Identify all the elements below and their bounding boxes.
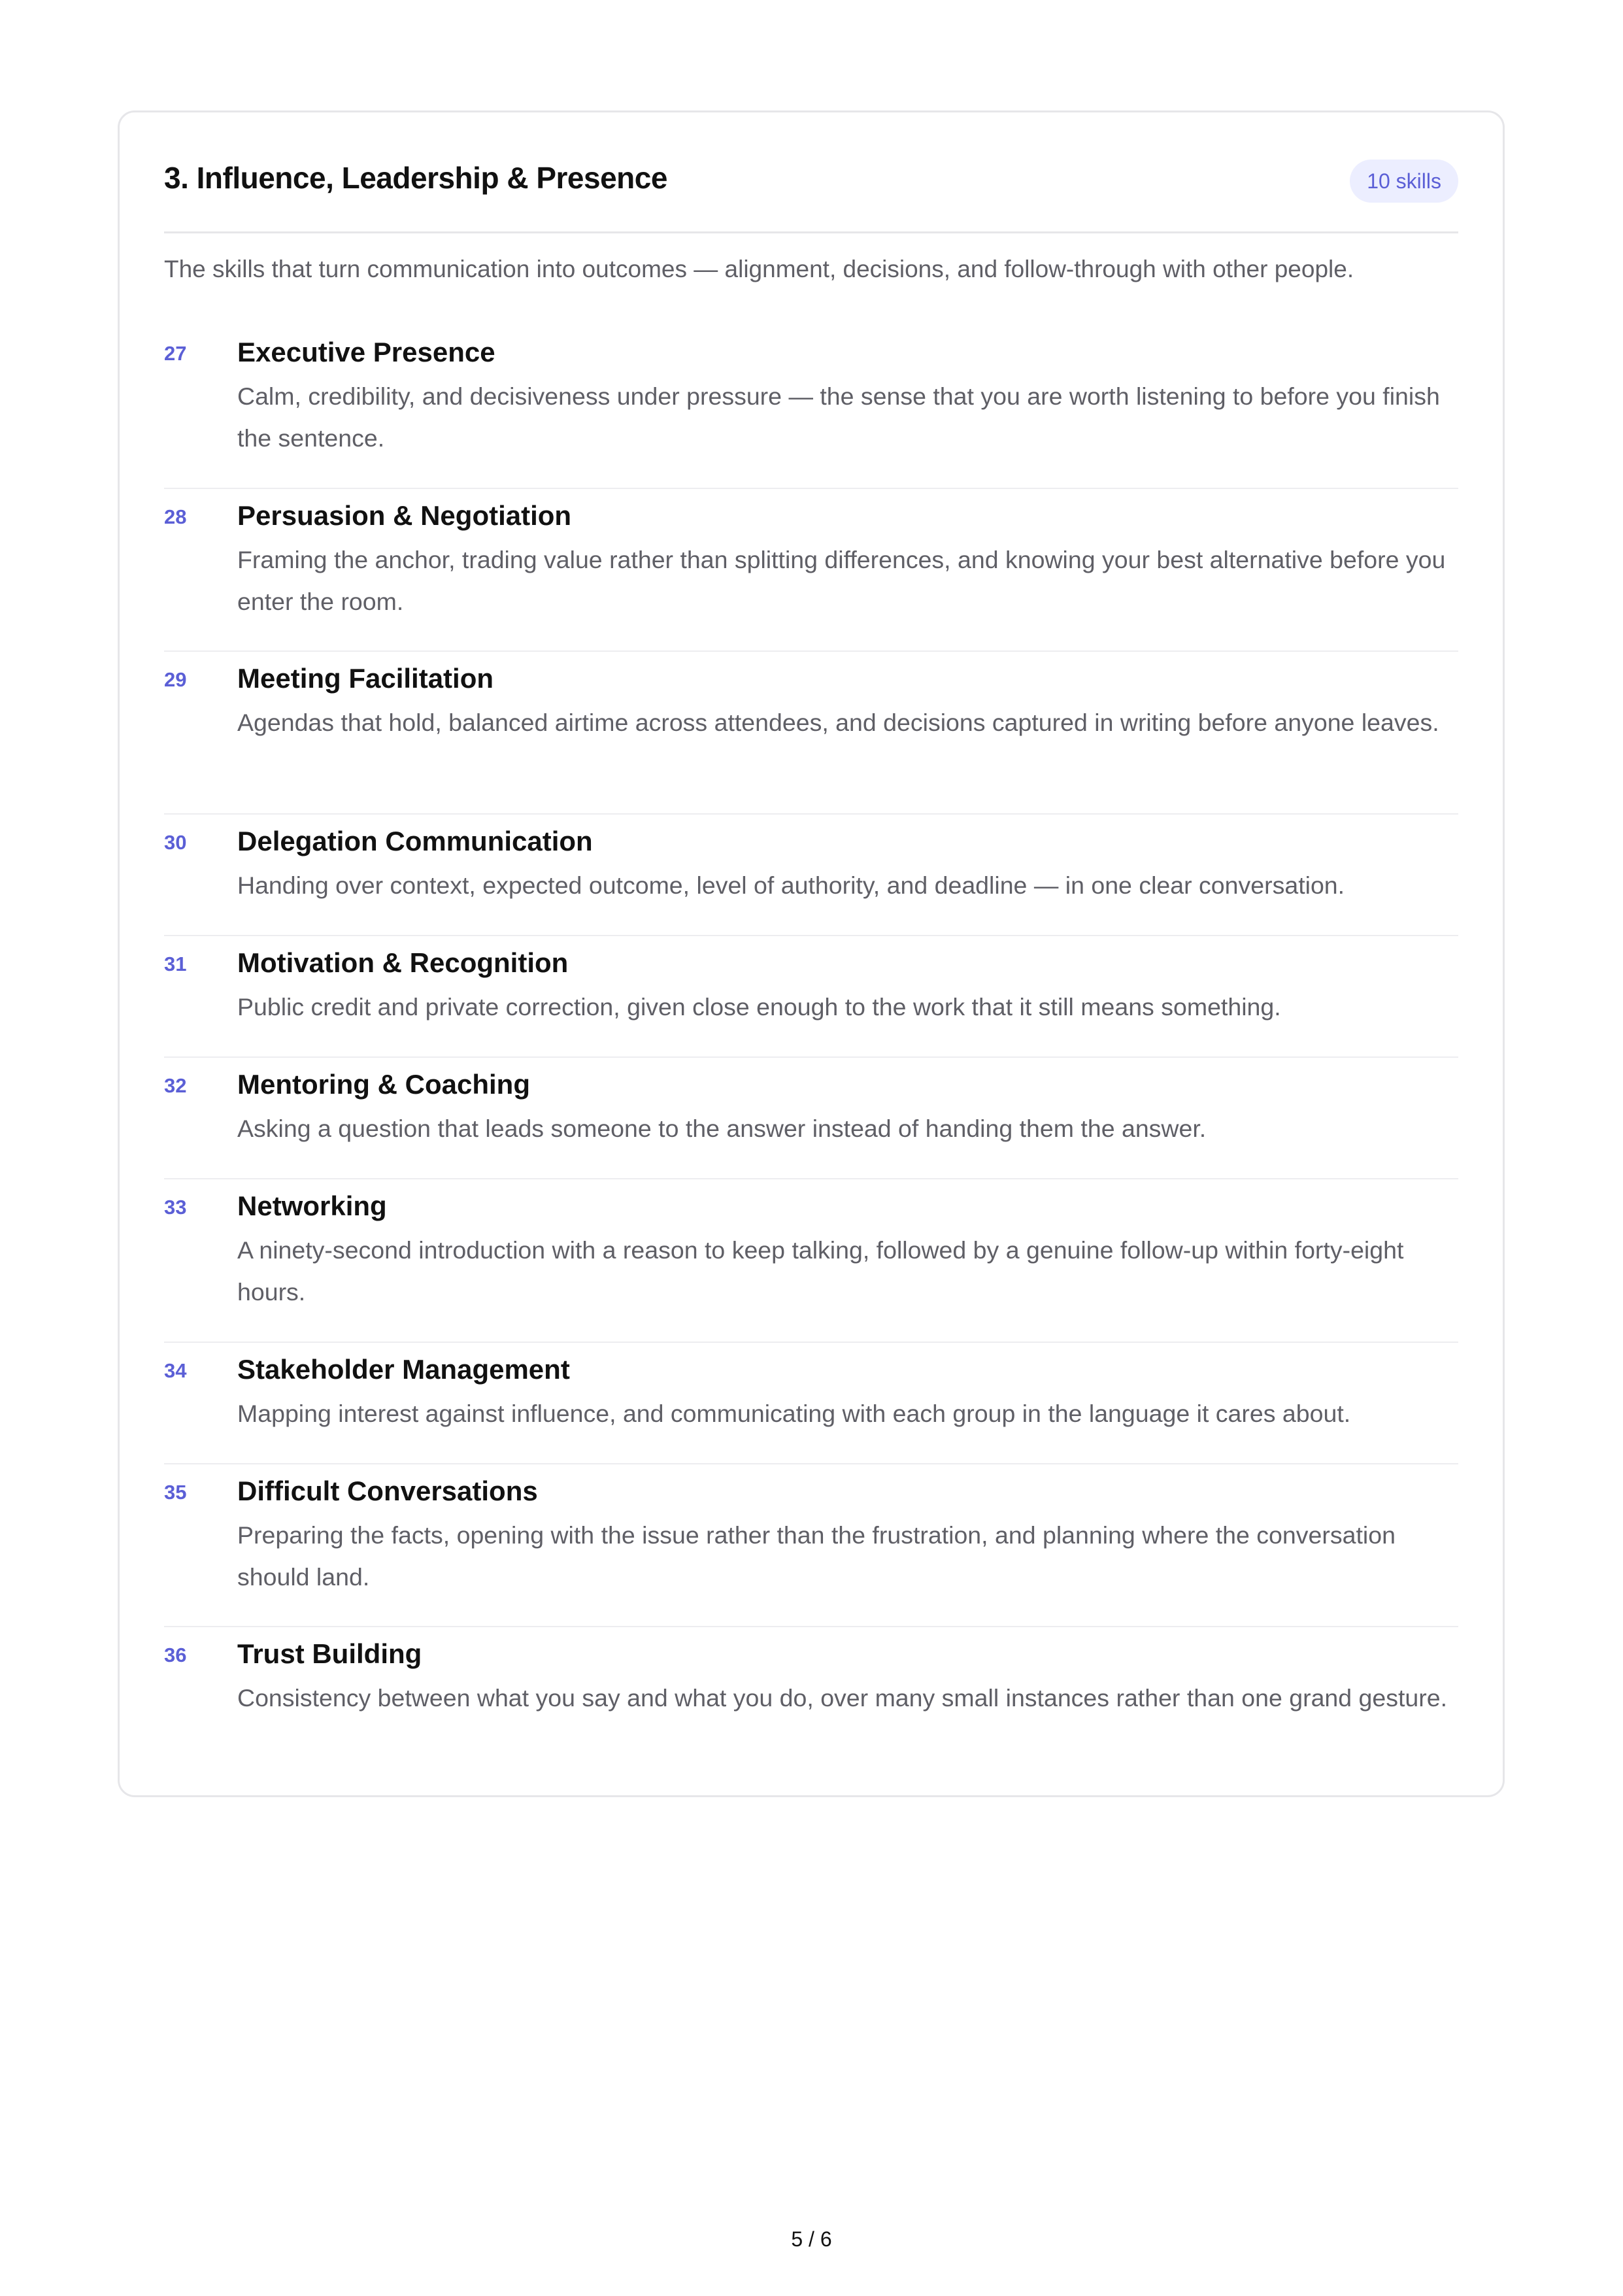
skill-number: 35 — [164, 1481, 187, 1504]
skill-item — [164, 1179, 1458, 1343]
skill-number: 31 — [164, 953, 187, 975]
skill-item — [164, 652, 1458, 815]
skill-description: Asking a question that leads someone to the answer instead of handing them the answer. — [237, 1115, 1207, 1142]
skill-description: Preparing the facts, opening with the issue rather than the frustration, and planning where the conversation should land. — [237, 1521, 1396, 1591]
skill-number: 30 — [164, 831, 187, 854]
skill-number: 28 — [164, 505, 187, 528]
skill-description: Mapping interest against influence, and communicating with each group in the language it cares about. — [237, 1400, 1351, 1427]
skill-section-card — [118, 110, 1505, 1797]
skill-item — [164, 936, 1458, 1058]
skill-name: Delegation Communication — [237, 826, 593, 856]
skill-name: Trust Building — [237, 1638, 422, 1669]
skill-name: Executive Presence — [237, 337, 495, 367]
skill-name: Stakeholder Management — [237, 1354, 570, 1385]
skill-name: Mentoring & Coaching — [237, 1069, 530, 1100]
skill-item — [164, 326, 1458, 489]
skill-item — [164, 1464, 1458, 1627]
skill-description: Framing the anchor, trading value rather than splitting differences, and knowing your best alternative before you enter the room. — [237, 546, 1446, 615]
skill-description: Public credit and private correction, given close enough to the work that it still means something. — [237, 993, 1281, 1021]
skill-name: Motivation & Recognition — [237, 947, 569, 978]
skill-item — [164, 1058, 1458, 1179]
skill-number: 27 — [164, 342, 187, 365]
skill-number: 29 — [164, 668, 187, 691]
skill-list — [164, 326, 1458, 1791]
skill-item — [164, 1343, 1458, 1464]
skill-name: Persuasion & Negotiation — [237, 500, 572, 531]
section-header — [164, 158, 1458, 233]
skill-description: Calm, credibility, and decisiveness under pressure — the sense that you are worth listening to before you finish the sentence. — [237, 382, 1440, 452]
skill-name: Difficult Conversations — [237, 1476, 538, 1506]
section-title: 3. Influence, Leadership & Presence — [164, 161, 667, 195]
skill-number: 32 — [164, 1074, 187, 1097]
skill-number: 34 — [164, 1359, 187, 1382]
page-number: 5 / 6 — [791, 2227, 832, 2251]
skill-name: Networking — [237, 1190, 387, 1221]
skill-number: 36 — [164, 1644, 187, 1666]
skill-item — [164, 815, 1458, 936]
skill-description: A ninety-second introduction with a reason to keep talking, followed by a genuine follow-up within forty-eight hours. — [237, 1236, 1404, 1306]
skill-number: 33 — [164, 1196, 187, 1219]
skill-item — [164, 1627, 1458, 1791]
skill-description: Agendas that hold, balanced airtime across attendees, and decisions captured in writing before anyone leaves. — [237, 709, 1439, 736]
skill-name: Meeting Facilitation — [237, 663, 494, 694]
section-intro: The skills that turn communication into outcomes — alignment, decisions, and follow-through with other people. — [164, 256, 1354, 282]
skill-description: Handing over context, expected outcome, level of authority, and deadline — in one clear conversation. — [237, 871, 1345, 899]
skill-description: Consistency between what you say and what you do, over many small instances rather than one grand gesture. — [237, 1684, 1448, 1712]
skill-count-badge: 10 skills — [1350, 160, 1458, 203]
skill-item — [164, 489, 1458, 652]
